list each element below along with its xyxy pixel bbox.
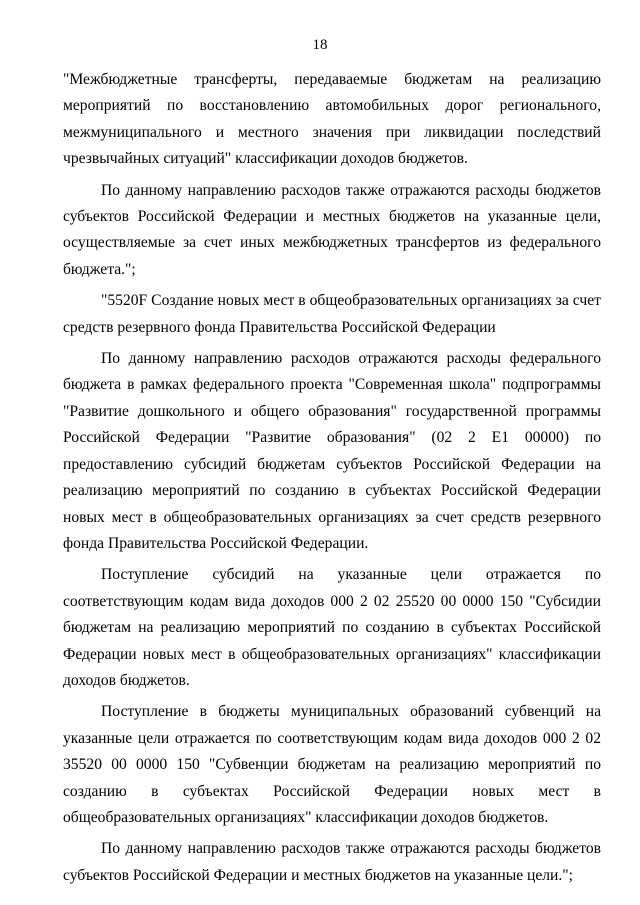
paragraph-2: По данному направлению расходов также отражаются расходы бюджетов субъектов Российской Федерации и местных бюджетов на указанные цели, осуществляемые за счет иных межбюджетных трансфертов из федерального бюджета."; <box>63 181 601 278</box>
paragraph-3: "5520F Создание новых мест в общеобразовательных организациях за счет средств резервного фонда Правительства Российской Федерации <box>63 292 601 336</box>
paragraph-7: По данному направлению расходов также отражаются расходы бюджетов субъектов Российской Федерации и местных бюджетов на указанные цели."; <box>63 840 601 884</box>
paragraph-1: "Межбюджетные трансферты, передаваемые бюджетам на реализацию мероприятий по восстановлению автомобильных дорог регионального, межмуниципального и местного значения при ликвидации последствий чрезвычайных ситуаций" классификации доходов бюджетов. <box>63 71 601 168</box>
paragraph-6: Поступление в бюджеты муниципальных образований субвенций на указанные цели отражается по соответствующим кодам вида доходов 000 2 02 35520 00 0000 150 "Субвенции бюджетам на реализацию мероприятий по созданию в субъектах Российской Федерации новых мест в общеобразовательных организациях" классификации доходов бюджетов. <box>63 703 601 826</box>
document-body <box>63 67 601 889</box>
paragraph-4: По данному направлению расходов отражаются расходы федерального бюджета в рамках федерального проекта "Современная школа" подпрограммы "Развитие дошкольного и общего образования" государственной программы Российской Федерации "Развитие образования" (02 2 Е1 00000) по предоставлению субсидий бюджетам субъектов Российской Федерации на реализацию мероприятий по созданию в субъектах Российской Федерации новых мест в общеобразовательных организациях за счет средств резервного фонда Правительства Российской Федерации. <box>63 350 601 552</box>
page-number: 18 <box>312 37 328 53</box>
paragraph-5: Поступление субсидий на указанные цели отражается по соответствующим кодам вида доходов 000 2 02 25520 00 0000 150 "Субсидии бюджетам на реализацию мероприятий по созданию в субъектах Российской Федерации новых мест в общеобразовательных организациях" классификации доходов бюджетов. <box>63 566 601 689</box>
